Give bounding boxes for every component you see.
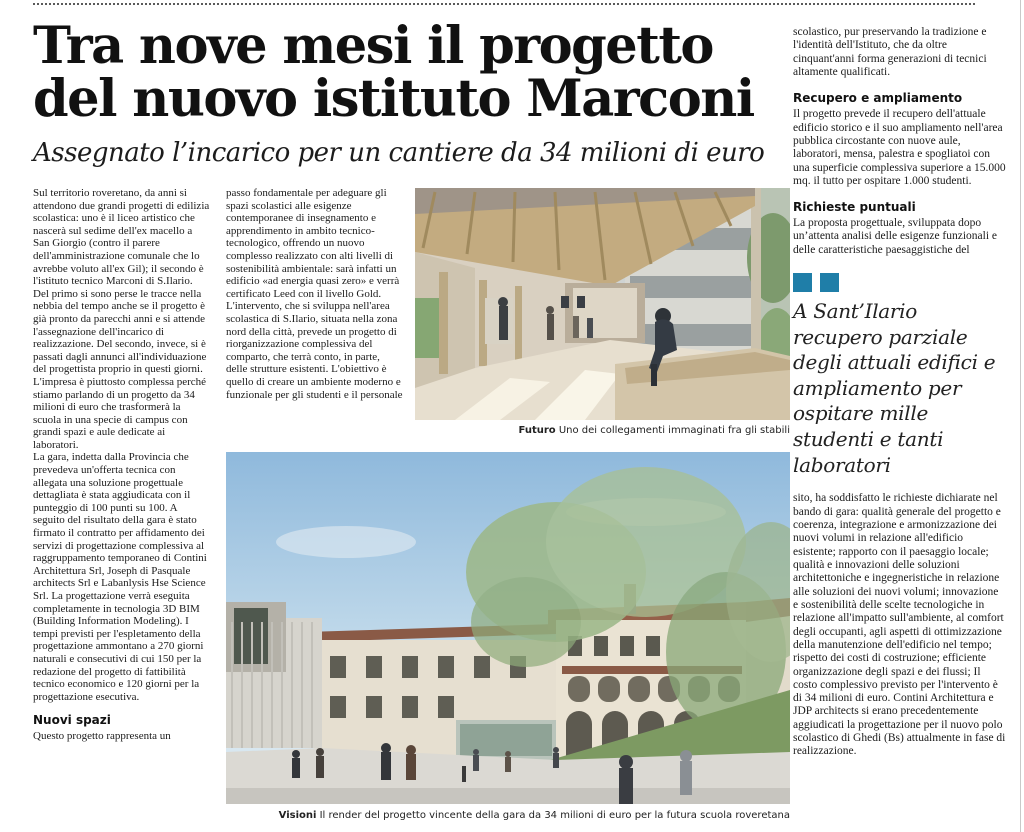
paragraph: La proposta progettuale, sviluppata dopo un’attenta analisi delle esigenze funzionali e delle caratteristiche paesaggistiche del	[793, 217, 998, 256]
headline-line1: Tra nove mesi il progetto	[33, 16, 713, 76]
paragraph: Il progetto prevede il recupero dell'attuale edificio storico e il suo ampliamento nell'area pubblica circostante con nuove aule, laboratori, mensa, palestra e spogliatoi con una superficie complessiva superiore a 15.000 mq. il tutto per ospitare 1.000 studenti.	[793, 108, 1006, 187]
paragraph: passo fondamentale per adeguare gli spazi scolastici alle esigenze contemporanee di insegnamento e apprendimento in ambito tecnico-tecnologico, offrendo un nuovo complesso realizzato con alti livelli di sostenibilità ambientale: sarà infatti un edificio «ad energia quasi zero» e verrà certificato Leed con il livello Gold.	[226, 187, 400, 300]
caption-text: Uno dei collegamenti immaginati fra gli stabili	[555, 425, 790, 436]
sidebar-column	[793, 26, 1006, 759]
paragraph: sito, ha soddisfatto le richieste dichiarate nel bando di gara: qualità generale del progetto e coerenza, integrazione e armonizzazione dei nuovi volumi in relazione all'edificio esistente; rapporto con il paesaggio locale; qualità e innovazioni delle soluzioni architettoniche e ingegneristiche in relazione alle soluzioni dei nuovi volumi; innovazione e sostenibilità delle scelte tecnologiche in relazione all'impatto sull'ambiente, al comfort degli occupanti, agli aspetti di ottimizzazione della manutenzione dell'edificio nel tempo; rispetto dei costi di costruzione; efficiente organizzazione degli spazi e dei flussi; Il costo complessivo previsto per l'intervento è di 34 milioni di euro. Contini Architettura e JDP architects si erano precedentemente aggiudicati la progettazione per il nuovo polo scolastico di Ghedi (Bs) attualmente in fase di realizzazione.	[793, 492, 1006, 758]
exterior-render-illustration	[226, 452, 790, 804]
caption-label: Futuro	[518, 425, 556, 436]
paragraph: L'intervento, che si sviluppa nell'area scolastica di S.Ilario, situata nella zona nord della città, prevede un progetto di riorganizzazione complessiva del comparto, che terrà conto, in parte, delle strutture esistenti. L'obiettivo è quello di creare un ambiente moderno e funzionale per gli studenti e il personale	[226, 300, 403, 401]
body-column-1	[33, 187, 211, 743]
body-column-2	[226, 187, 404, 401]
interior-render-illustration	[415, 188, 790, 420]
quote-square-icon	[793, 273, 812, 292]
photo-caption-top	[415, 425, 790, 436]
paragraph: La gara, indetta dalla Provincia che prevedeva un'offerta tecnica con allegata una soluzione progettuale dettagliata è stata aggiudicata con il punteggio di 100 punti su 100. A seguito del risultato della gara è stato firmato il contratto per affidamento dei servizi di progettazione complessiva al raggruppamento temporaneo di Contini Architettura Srl, Joseph di Pasquale architects Srl e Labanlysis Hse Science Srl. La progettazione verrà eseguita completamente in tecnologia 3D BIM (Building Information Modeling). I tempi previsti per l'espletamento della progettazione ammontano a 270 giorni naturali e consecutivi di cui 150 per la redazione del progetto di fattibilità tecnico economico e 120 giorni per la progettazione esecutiva.	[33, 451, 207, 703]
section-heading-recupero: Recupero e ampliamento	[793, 91, 963, 106]
photo-exterior-school	[226, 452, 790, 804]
paragraph: scolastico, pur preservando la tradizione e l'identità dell'Istituto, che da oltre cinquant'anni forma generazioni di tecnici altamente qualificati.	[793, 26, 987, 78]
top-dotted-rule	[33, 3, 975, 5]
photo-interior-walkway	[415, 188, 790, 420]
headline-line2: del nuovo istituto Marconi	[33, 69, 754, 130]
article-subhead: Assegnato l’incarico per un cantiere da 34 milioni di euro	[33, 138, 765, 168]
photo-caption-bottom	[226, 810, 790, 821]
paragraph: Questo progetto rappresenta un	[33, 730, 171, 743]
section-heading-richieste: Richieste puntuali	[793, 200, 916, 215]
quote-marks-icon	[793, 273, 1006, 293]
pull-quote: A Sant’Ilario recupero parziale degli attuali edifici e ampliamento per ospitare mille studenti e tanti laboratori	[793, 299, 996, 477]
caption-label: Visioni	[278, 810, 317, 821]
paragraph: Sul territorio roveretano, da anni si attendono due grandi progetti di edilizia scolastica: uno è il liceo artistico che nascerà sul sedime dell'ex macello a San Giorgio (contro il parere dell'amministrazione comunale che lo avrebbe voluto all'ex Gil); il secondo è l'istituto tecnico Marconi di S.Ilario. Del primo si sono perse le tracce nella nebbia del tempo anche se il progetto è già pronto da parecchi anni e si attende l'assegnazione dell'incarico di realizzazione. Del secondo, invece, si è passati dagli annunci all'individuazione del progettista proprio in questi giorni. L'impresa è piuttosto complessa perché stiamo parlando di un progetto da 34 milioni di euro che trasformerà la scuola in una specie di campus con grandi spazi e aule dedicate ai laboratori.	[33, 187, 210, 451]
article-headline	[33, 16, 813, 130]
section-heading-nuovi-spazi: Nuovi spazi	[33, 713, 111, 728]
quote-square-icon	[820, 273, 839, 292]
right-column-divider	[1020, 0, 1021, 832]
caption-text: Il render del progetto vincente della gara da 34 milioni di euro per la futura scuola roveretana	[316, 810, 790, 821]
